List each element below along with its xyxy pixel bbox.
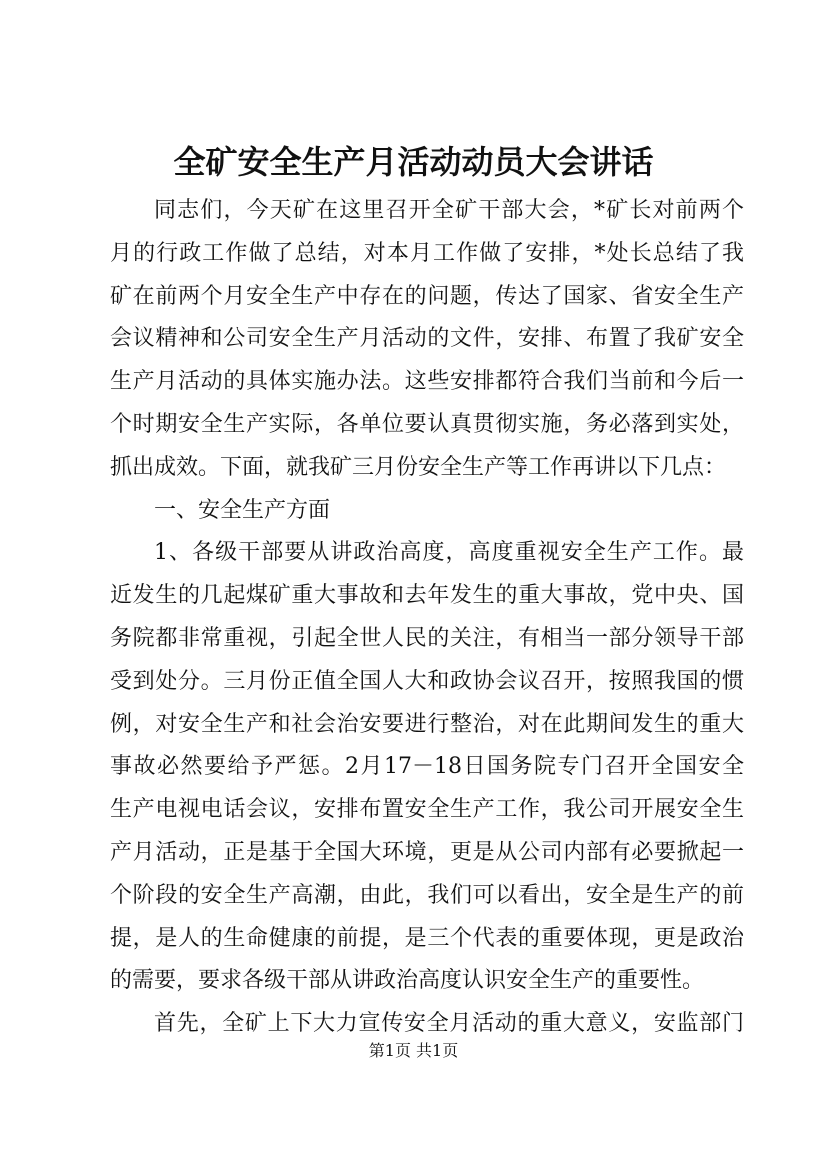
paragraph-line: 同志们，今天矿在这里召开全矿干部大会，*矿长对前两个 — [154, 198, 744, 223]
paragraph-line: 个时期安全生产实际，各单位要认真贯彻实施，务必落到实处， — [110, 411, 744, 437]
paragraph-line: 个阶段的安全生产高潮，由此，我们可以看出，安全是生产的前 — [110, 882, 744, 908]
paragraph-line: 生产月活动的具体实施办法。这些安排都符合我们当前和今后一 — [110, 369, 744, 395]
paragraph-line: 提，是人的生命健康的前提，是三个代表的重要体现，更是政治 — [110, 925, 744, 951]
paragraph-line: 月的行政工作做了总结，对本月工作做了安排，*处长总结了我 — [110, 240, 744, 266]
paragraph-line: 近发生的几起煤矿重大事故和去年发生的重大事故，党中央、国 — [110, 583, 744, 609]
paragraph-line: 务院都非常重视，引起全世人民的关注，有相当一部分领导干部 — [110, 625, 744, 651]
document-title: 全矿安全生产月活动动员大会讲话 — [173, 143, 654, 181]
page-footer: 第1页 共1页 — [368, 1041, 459, 1060]
paragraph-line: 抓出成效。下面，就我矿三月份安全生产等工作再讲以下几点： — [110, 454, 727, 480]
paragraph-line: 1、各级干部要从讲政治高度，高度重视安全生产工作。最 — [154, 540, 744, 566]
paragraph-line: 生产电视电话会议，安排布置安全生产工作，我公司开展安全生 — [110, 797, 744, 823]
paragraph-line: 受到处分。三月份正值全国人大和政协会议召开，按照我国的惯 — [110, 668, 744, 694]
document-body — [110, 190, 744, 1046]
paragraph-line: 首先，全矿上下大力宣传安全月活动的重大意义，安监部门 — [154, 1011, 744, 1037]
paragraph-line: 的需要，要求各级干部从讲政治高度认识安全生产的重要性。 — [110, 968, 705, 994]
section-heading: 一、安全生产方面 — [154, 497, 331, 523]
paragraph-line: 产月活动，正是基于全国大环境，更是从公司内部有必要掀起一 — [110, 839, 744, 865]
paragraph-line: 例，对安全生产和社会治安要进行整治，对在此期间发生的重大 — [110, 711, 744, 737]
paragraph-line: 矿在前两个月安全生产中存在的问题，传达了国家、省安全生产 — [110, 283, 744, 309]
paragraph-line: 会议精神和公司安全生产月活动的文件，安排、布置了我矿安全 — [110, 326, 744, 352]
paragraph-line: 事故必然要给予严惩。2月17－18日国务院专门召开全国安全 — [110, 754, 744, 780]
